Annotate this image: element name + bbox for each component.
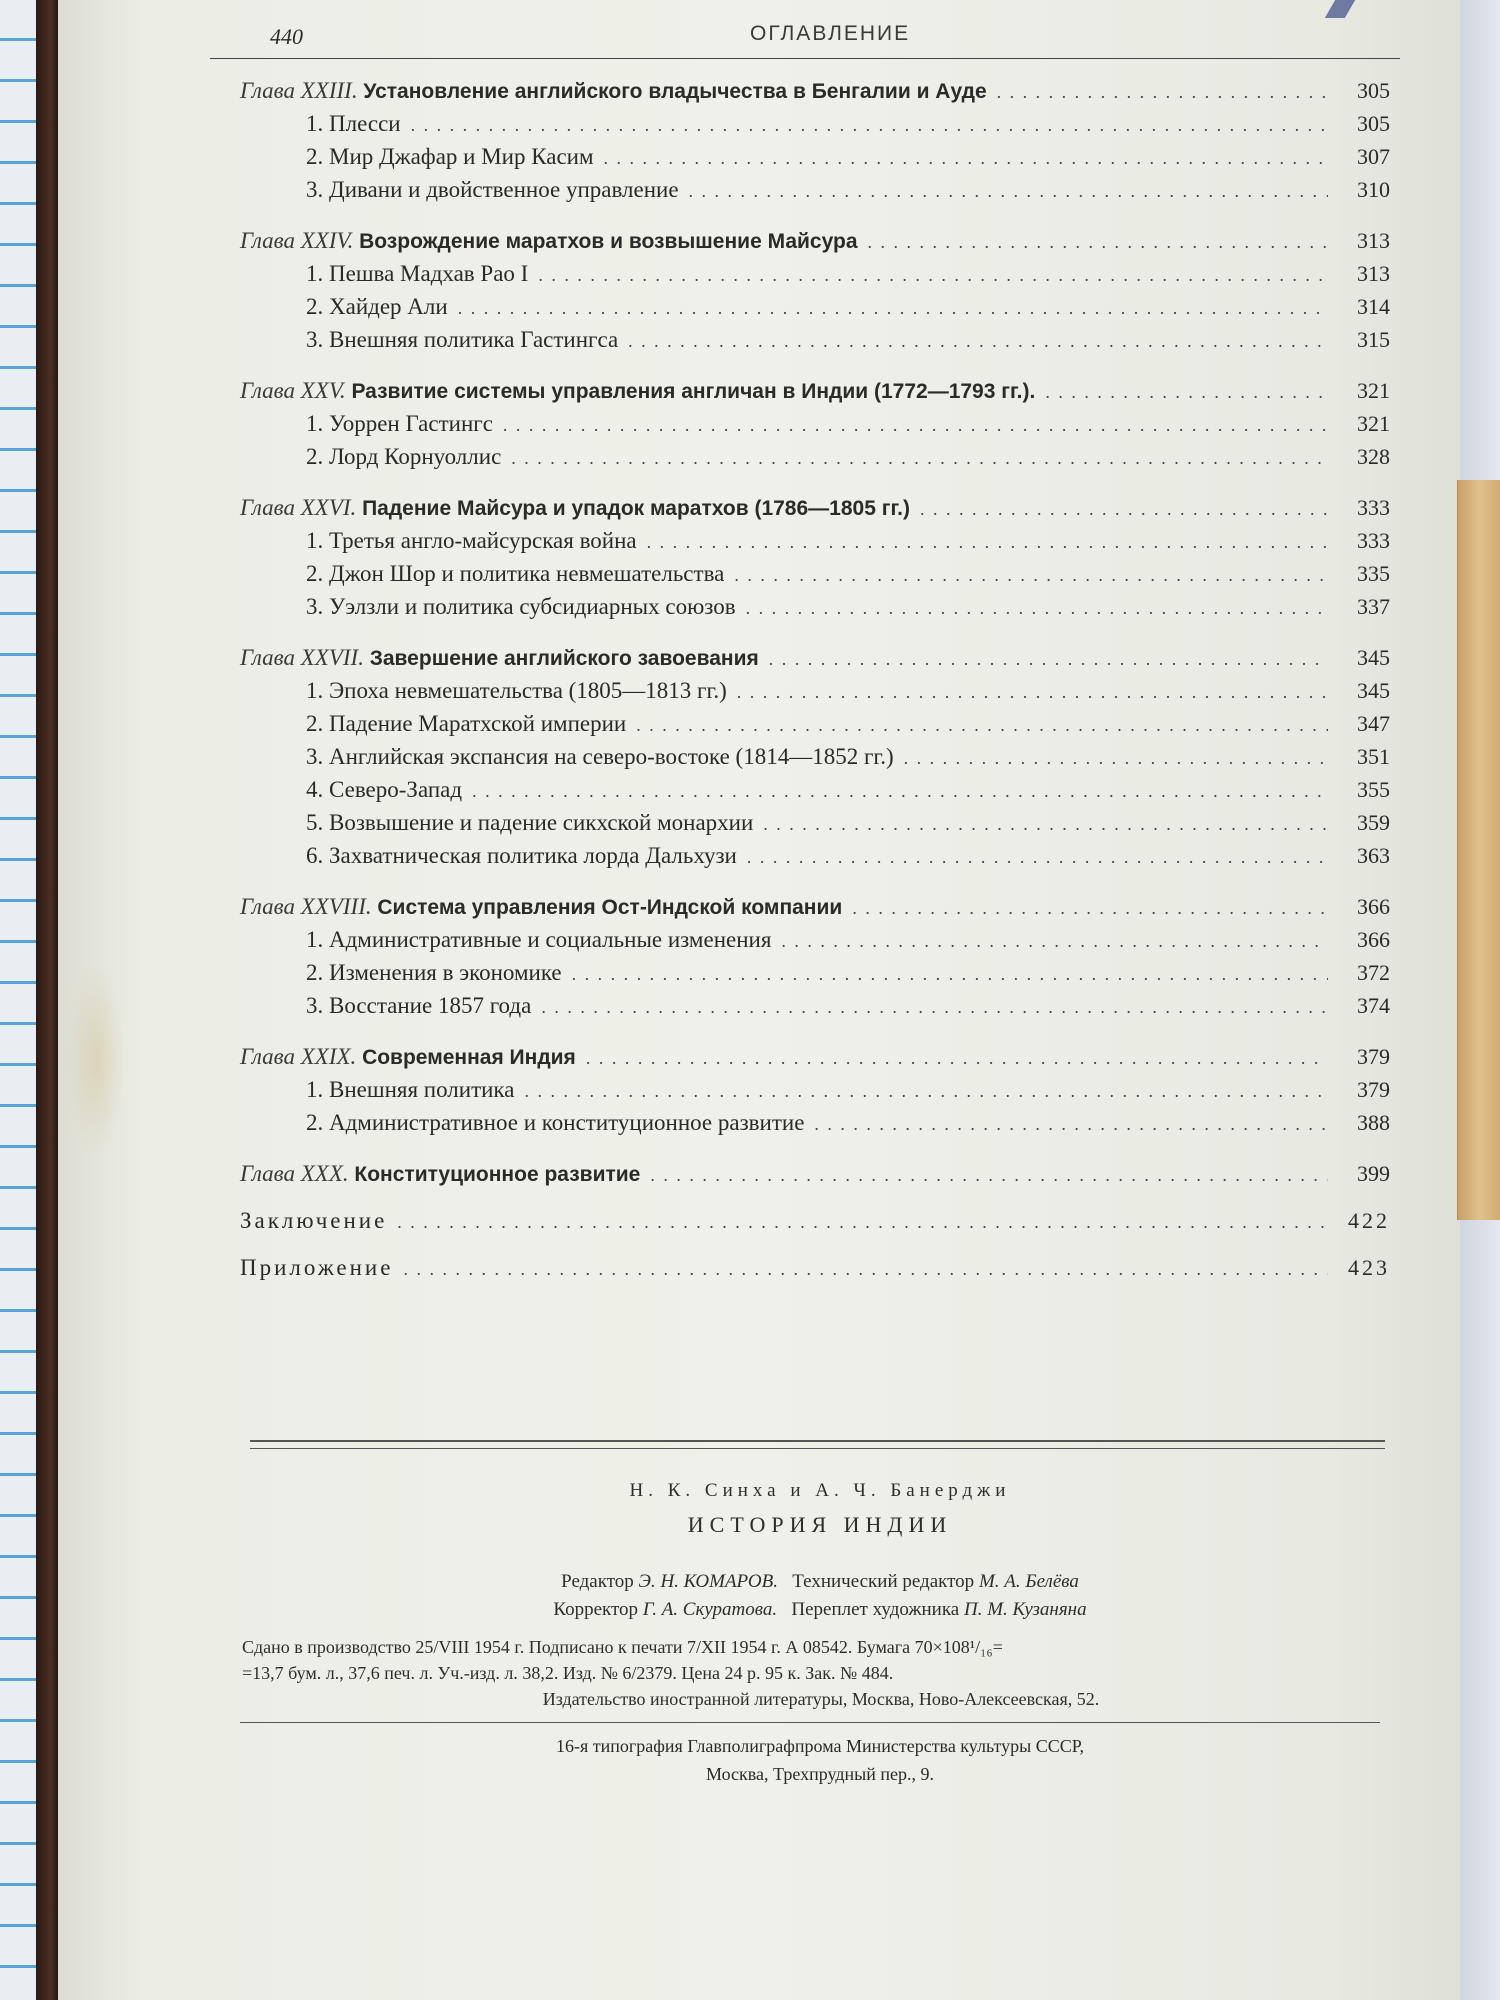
bookmark-tab (1457, 480, 1500, 1220)
chapter-title: Возрождение маратхов и возвышение Майсура (359, 230, 858, 253)
page-ref: 345 (1357, 645, 1390, 670)
page-ref: 347 (1357, 711, 1390, 736)
section-title: 3. Внешняя политика Гастингса (306, 327, 619, 352)
chapter-title: Современная Индия (362, 1046, 576, 1069)
toc-section-row (240, 594, 1390, 627)
dot-leader (737, 682, 1328, 703)
toc-section-row (240, 777, 1390, 810)
page-ref: 337 (1357, 594, 1390, 619)
toc-entry-label (240, 561, 724, 587)
toc-section-row (240, 528, 1390, 561)
page-ref: 315 (1357, 327, 1390, 352)
dot-leader (904, 748, 1328, 769)
dot-leader (524, 1081, 1328, 1102)
section-title: 2. Мир Джафар и Мир Касим (306, 144, 594, 169)
dot-leader (769, 649, 1328, 670)
page-ref: 351 (1357, 744, 1390, 769)
page-ref: 388 (1357, 1110, 1390, 1135)
toc-entry-label (240, 1255, 393, 1281)
dot-leader (538, 265, 1328, 286)
section-title: 1. Уоррен Гастингс (306, 411, 493, 436)
page-ref: 363 (1357, 843, 1390, 868)
dot-leader (746, 598, 1328, 619)
book-spine (36, 0, 60, 2000)
toc-entry-label (240, 843, 737, 869)
page-ref: 307 (1357, 144, 1390, 169)
toc-chapter-row (240, 894, 1390, 927)
dot-leader (689, 181, 1328, 202)
dot-leader (781, 931, 1328, 952)
dot-leader (734, 565, 1328, 586)
page-header (210, 18, 1400, 59)
paper-stain (66, 960, 126, 1160)
page-ref: 422 (1348, 1208, 1390, 1233)
editor-label: Редактор (561, 1571, 634, 1592)
section-title: 2. Хайдер Али (306, 294, 448, 319)
page-ref: 328 (1357, 444, 1390, 469)
section-title: 3. Дивани и двойственное управление (306, 177, 679, 202)
section-title: 3. Восстание 1857 года (306, 993, 532, 1018)
page-ref: 333 (1357, 495, 1390, 520)
chapter-title: Конституционное развитие (354, 1163, 641, 1186)
toc-entry-label (240, 1161, 640, 1187)
toc-entry-label (240, 993, 531, 1019)
toc-entry-label (240, 144, 594, 170)
page-ref: 305 (1357, 78, 1390, 103)
toc-section-row (240, 1077, 1390, 1110)
toc-chapter-row (240, 378, 1390, 411)
chapter-number: Глава XXVI. (240, 495, 357, 520)
printer-line-1: 16-я типография Главполиграфпрома Министерства культуры СССР, (555, 1736, 1085, 1756)
toc-section-row (240, 960, 1390, 993)
toc-section-row (240, 294, 1390, 327)
page-ref: 366 (1357, 927, 1390, 952)
toc-entry-label (240, 111, 401, 137)
section-title: 2. Изменения в экономике (306, 960, 562, 985)
toc-section-row (240, 993, 1390, 1026)
section-title: 1. Третья англо-майсурская война (306, 528, 637, 553)
toc-entry-label (240, 294, 448, 320)
double-rule-divider (250, 1440, 1385, 1449)
dot-leader (511, 448, 1328, 469)
dot-leader (747, 847, 1328, 868)
toc-chapter-row (240, 228, 1390, 261)
dot-leader (997, 82, 1328, 103)
toc-entry-label (240, 927, 771, 953)
toc-section-row (240, 111, 1390, 144)
dot-leader (458, 298, 1328, 319)
printer-info (240, 1732, 1400, 1788)
toc-entry-label (240, 378, 1035, 404)
dot-leader (763, 814, 1328, 835)
section-title: 5. Возвышение и падение сикхской монархии (306, 810, 754, 835)
binding-name: П. М. Кузаняна (963, 1599, 1087, 1620)
page-ref: 345 (1357, 678, 1390, 703)
chapter-number: Глава XXV. (240, 378, 346, 403)
section-title: 1. Плесси (306, 111, 401, 136)
dot-leader (397, 1212, 1328, 1233)
toc-entry-label (240, 594, 736, 620)
imprint-book-title: ИСТОРИЯ ИНДИИ (687, 1512, 953, 1537)
section-title: 6. Захватническая политика лорда Дальхузи (306, 843, 737, 868)
toc-section-row (240, 678, 1390, 711)
imprint-block (240, 1480, 1400, 1712)
toc-entry-label (240, 645, 759, 671)
toc-section-row (240, 444, 1390, 477)
chapter-title: Развитие системы управления англичан в Индии (1772—1793 гг.). (351, 380, 1036, 403)
section-title: 1. Пешва Мадхав Рао I (306, 261, 529, 286)
dot-leader (403, 1259, 1328, 1280)
chapter-number: Глава XXVII. (240, 645, 364, 670)
page-ref: 321 (1357, 378, 1390, 403)
chapter-title: Система управления Ост-Индской компании (377, 896, 843, 919)
dot-leader (586, 1048, 1328, 1069)
toc-entry-label (240, 495, 910, 521)
dot-leader (1045, 382, 1328, 403)
corrector-name: Г. А. Скуратова. (642, 1599, 778, 1620)
toc-entry-label (240, 78, 987, 104)
toc-chapter-row (240, 495, 1390, 528)
toc-chapter-row (240, 645, 1390, 678)
imprint-editors (240, 1568, 1400, 1624)
page-ref: 423 (1348, 1255, 1390, 1280)
section-title: 3. Уэлзли и политика субсидиарных союзов (306, 594, 736, 619)
section-title: 1. Внешняя политика (306, 1077, 515, 1102)
page-ref: 333 (1357, 528, 1390, 553)
toc-entry-label (240, 894, 842, 920)
production-line-2: =13,7 бум. л., 37,6 печ. л. Уч.-изд. л. 38,2. Изд. № 6/2379. Цена 24 р. 95 к. Зак. № 484. (242, 1663, 894, 1683)
page-ref: 310 (1357, 177, 1390, 202)
dot-leader (572, 964, 1328, 985)
chapter-number: Глава XXIX. (240, 1044, 357, 1069)
toc-entry-label (240, 177, 679, 203)
toc-section-row (240, 1110, 1390, 1143)
printer-line-2: Москва, Трехпрудный пер., 9. (706, 1764, 934, 1784)
printer-rule (240, 1722, 1380, 1723)
running-title: ОГЛАВЛЕНИЕ (750, 22, 911, 45)
page-ref: 372 (1357, 960, 1390, 985)
section-title: 1. Административные и социальные изменения (306, 927, 772, 952)
toc-entry-label (240, 1044, 576, 1070)
page-ref: 359 (1357, 810, 1390, 835)
toc-chapter-row (240, 78, 1390, 111)
page-ref: 313 (1357, 261, 1390, 286)
page-ref: 399 (1357, 1161, 1390, 1186)
toc-section-row (240, 927, 1390, 960)
section-title: 1. Эпоха невмешательства (1805—1813 гг.) (306, 678, 727, 703)
toc-section-row (240, 177, 1390, 210)
toc-entry-label (240, 711, 626, 737)
dot-leader (411, 115, 1328, 136)
dot-leader (650, 1165, 1328, 1186)
toc-entry-label (240, 327, 618, 353)
toc-section-row (240, 327, 1390, 360)
chapter-number: Глава XXVIII. (240, 894, 372, 919)
chapter-number: Глава XXIII. (240, 78, 358, 103)
table-of-contents (240, 78, 1390, 1288)
toc-section-row (240, 261, 1390, 294)
chapter-number: Глава XXIV. (240, 228, 354, 253)
page-ref: 321 (1357, 411, 1390, 436)
page-ref: 379 (1357, 1077, 1390, 1102)
page-number: 440 (270, 24, 303, 49)
page-ref: 305 (1357, 111, 1390, 136)
dot-leader (636, 715, 1328, 736)
section-title: 2. Административное и конституционное развитие (306, 1110, 805, 1135)
chapter-number: Глава XXX. (240, 1161, 349, 1186)
toc-entry-label (240, 411, 493, 437)
page-ref: 374 (1357, 993, 1390, 1018)
toc-entry-label (240, 960, 562, 986)
corrector-label: Корректор (553, 1599, 639, 1620)
toc-entry-label (240, 810, 753, 836)
production-line-1: Сдано в производство 25/VIII 1954 г. Подписано к печати 7/XII 1954 г. А 08542. Бумага 70×108¹/₁₆= (242, 1637, 1003, 1657)
toc-entry-label (240, 1110, 804, 1136)
publisher-line: Издательство иностранной литературы, Москва, Ново-Алексеевская, 52. (542, 1689, 1100, 1709)
toc-section-row (240, 561, 1390, 594)
toc-chapter-row (240, 1161, 1390, 1194)
production-details (240, 1634, 1400, 1712)
chapter-title: Установление английского владычества в Бенгалии и Ауде (363, 80, 987, 103)
toc-section-row (240, 744, 1390, 777)
top-entry-title: Заключение (240, 1208, 388, 1233)
toc-entry-label (240, 444, 501, 470)
editor-name: Э. Н. КОМАРОВ. (638, 1571, 778, 1592)
chapter-title: Падение Майсура и упадок маратхов (1786—1805 гг.) (362, 497, 910, 520)
toc-entry-label (240, 528, 637, 554)
tech-editor-name: М. А. Белёва (978, 1571, 1079, 1592)
page-ref: 355 (1357, 777, 1390, 802)
imprint-authors: Н. К. Синха и А. Ч. Банерджи (629, 1480, 1011, 1501)
section-title: 2. Джон Шор и политика невмешательства (306, 561, 725, 586)
toc-entry-label (240, 228, 858, 254)
toc-section-row (240, 711, 1390, 744)
dot-leader (647, 532, 1328, 553)
section-title: 2. Лорд Корнуоллис (306, 444, 502, 469)
chapter-title: Завершение английского завоевания (369, 647, 759, 670)
toc-section-row (240, 144, 1390, 177)
dot-leader (541, 997, 1328, 1018)
binding-label: Переплет художника (791, 1599, 960, 1620)
page-ref: 379 (1357, 1044, 1390, 1069)
dot-leader (503, 415, 1328, 436)
dot-leader (604, 148, 1328, 169)
top-entry-title: Приложение (240, 1255, 394, 1280)
dot-leader (920, 499, 1328, 520)
dot-leader (472, 781, 1328, 802)
toc-entry-label (240, 1208, 387, 1234)
page-ref: 313 (1357, 228, 1390, 253)
toc-entry-label (240, 744, 894, 770)
toc-entry-label (240, 261, 528, 287)
page-ref: 366 (1357, 894, 1390, 919)
page-ref: 335 (1357, 561, 1390, 586)
toc-top-row (240, 1208, 1390, 1241)
toc-entry-label (240, 678, 727, 704)
dot-leader (628, 331, 1328, 352)
dot-leader (852, 898, 1328, 919)
toc-section-row (240, 411, 1390, 444)
tech-editor-label: Технический редактор (792, 1571, 975, 1592)
page-ref: 314 (1357, 294, 1390, 319)
section-title: 4. Северо-Запад (306, 777, 463, 802)
toc-entry-label (240, 777, 462, 803)
dot-leader (814, 1114, 1328, 1135)
section-title: 2. Падение Маратхской империи (306, 711, 627, 736)
toc-top-row (240, 1255, 1390, 1288)
section-title: 3. Английская экспансия на северо-востоке (1814—1852 гг.) (306, 744, 894, 769)
toc-chapter-row (240, 1044, 1390, 1077)
toc-section-row (240, 843, 1390, 876)
dot-leader (868, 232, 1328, 253)
toc-section-row (240, 810, 1390, 843)
toc-entry-label (240, 1077, 514, 1103)
